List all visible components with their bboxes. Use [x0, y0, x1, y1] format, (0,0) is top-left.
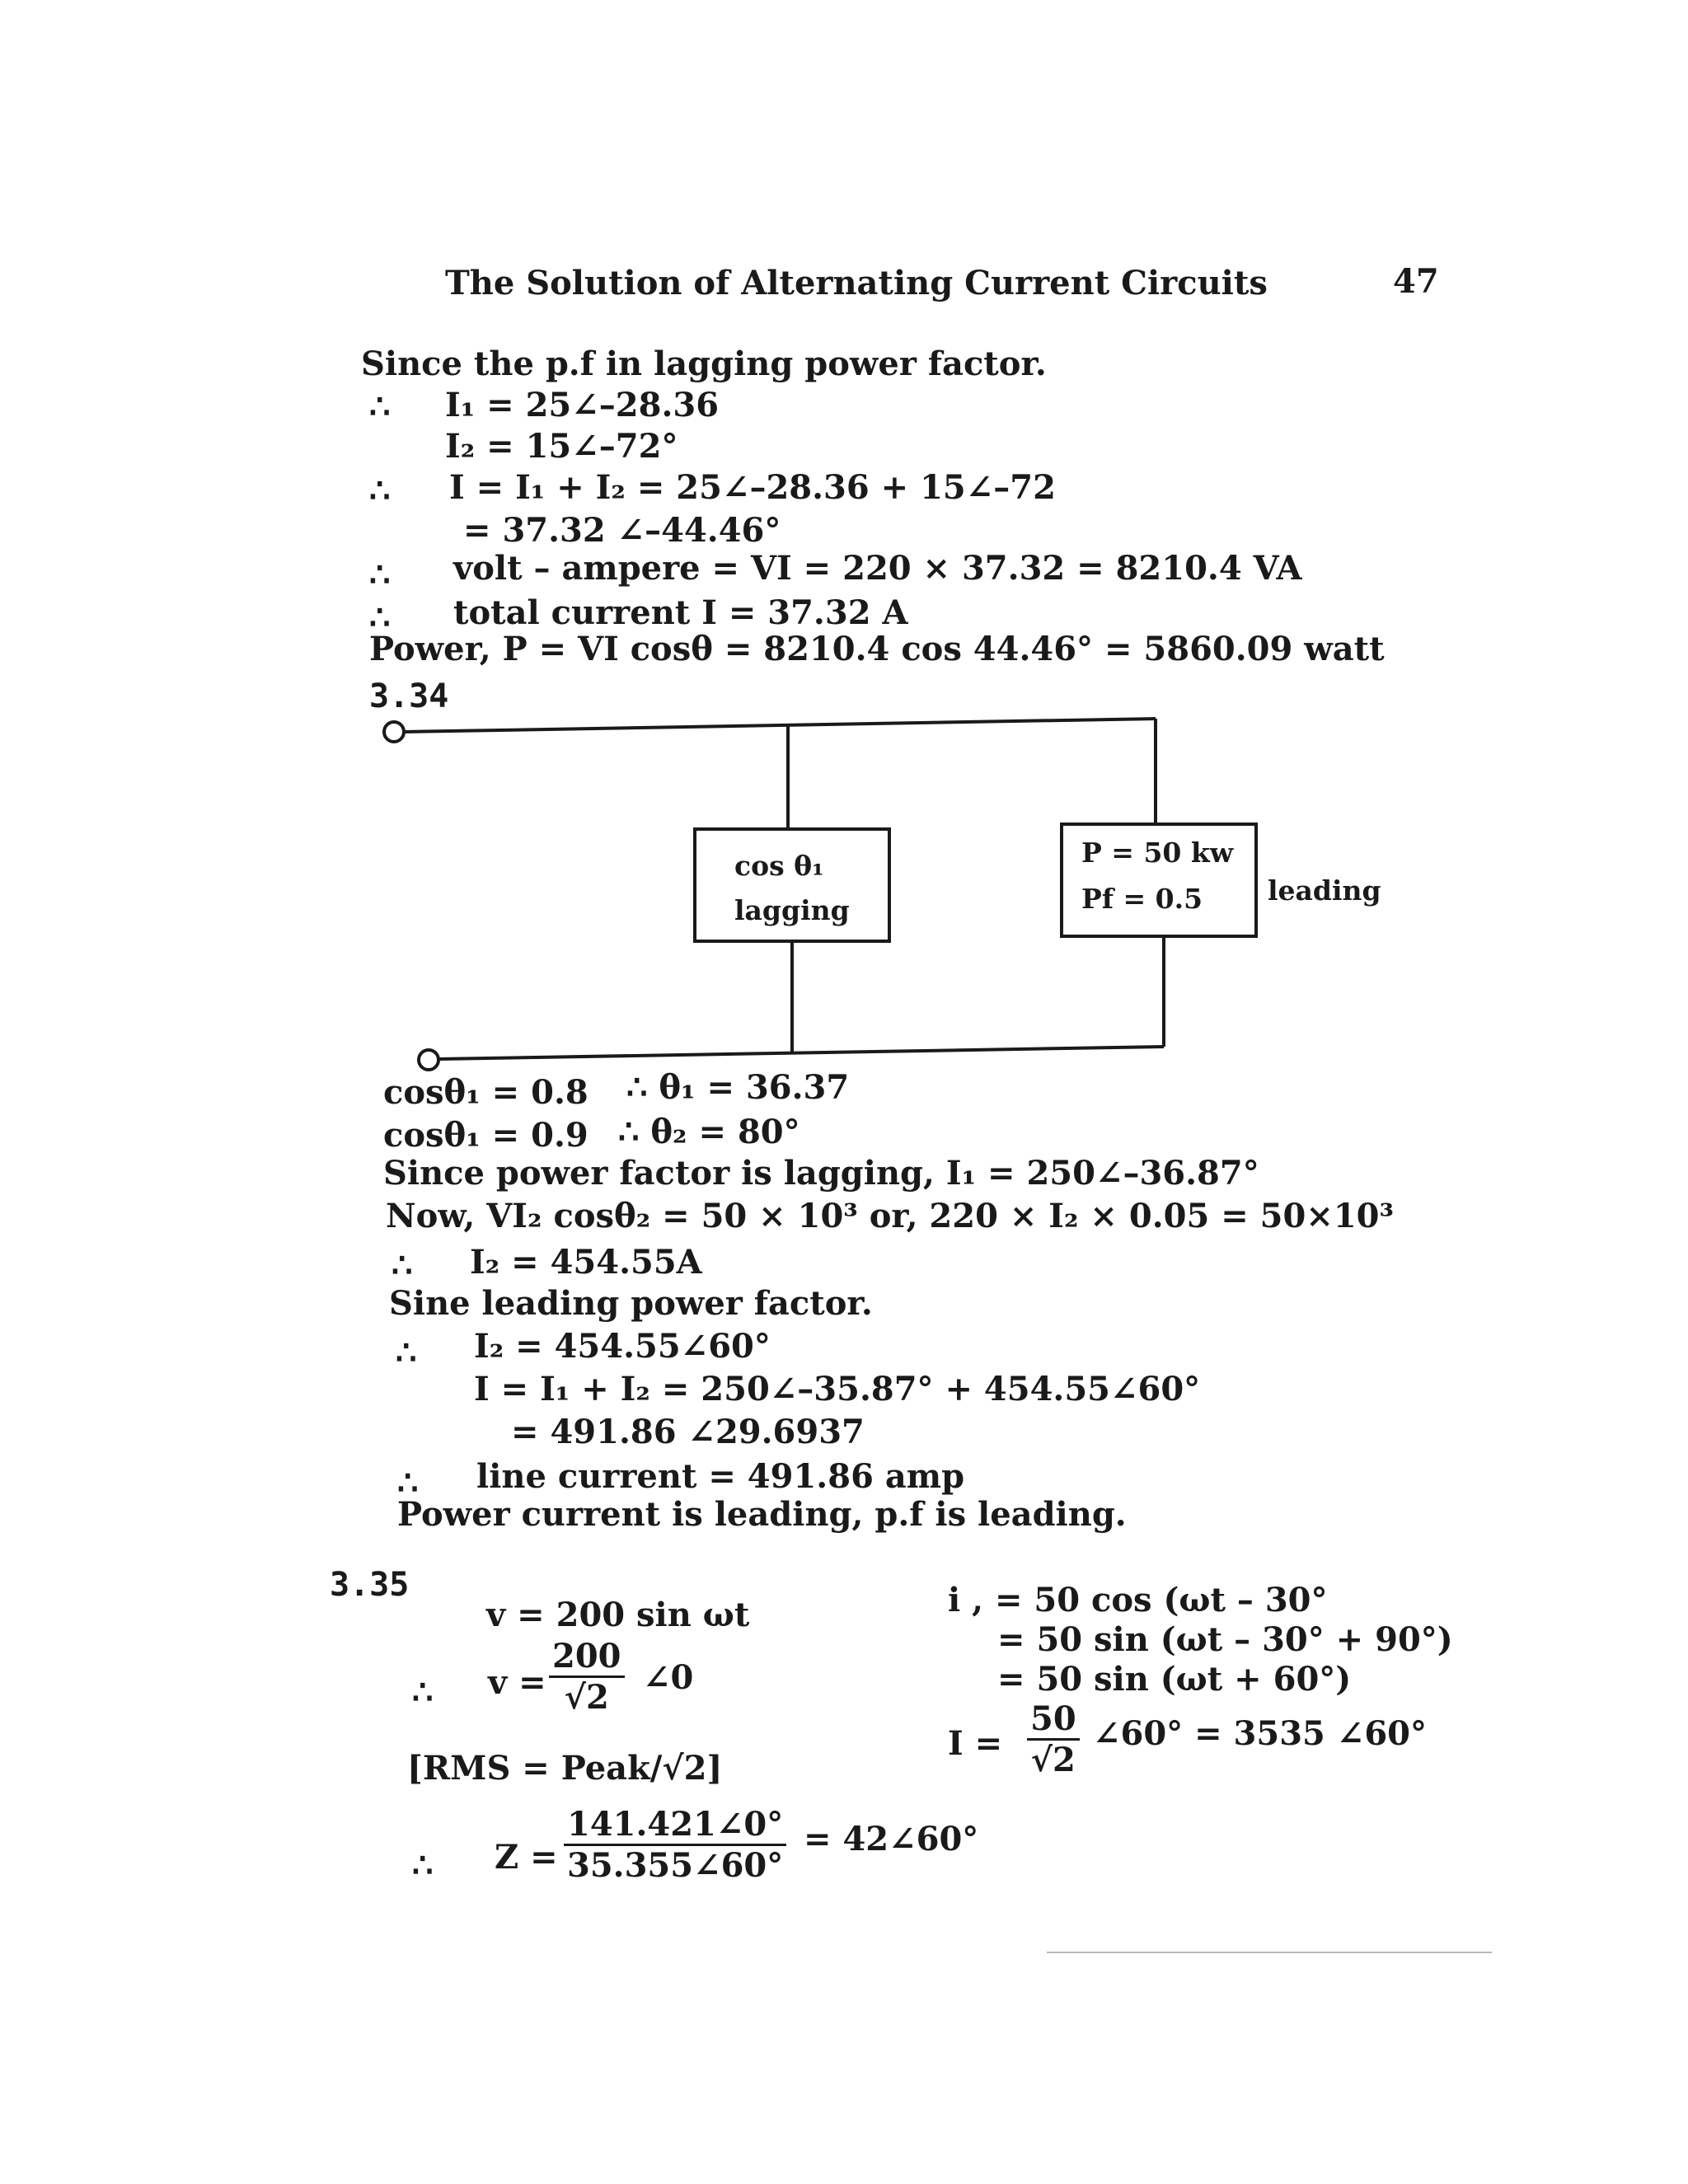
section-label-3-35: 3.35: [330, 1566, 410, 1604]
impedance-denominator: 35.355∠60°: [567, 1846, 784, 1885]
therefore-symbol: ∴: [412, 1673, 434, 1712]
power-equation-334: Now, VI₂ cosθ₂ = 50 × 10³ or, 220 × I₂ × 0.05 = 50×10³: [386, 1197, 1395, 1235]
voltage-equation: v = 200 sin ωt: [486, 1596, 750, 1634]
therefore-symbol: ∴: [369, 598, 391, 637]
current-sin-equation: = 50 sin (ωt + 60°): [997, 1660, 1352, 1699]
total-current-sum-334: I = I₁ + I₂ = 250∠–35.87° + 454.55∠60°: [474, 1370, 1201, 1408]
voltage-fraction: [549, 1637, 625, 1717]
impedance-result: = 42∠60°: [804, 1820, 979, 1858]
box2-power-label: P = 50 kw: [1081, 837, 1234, 869]
volt-ampere-equation: volt – ampere = VI = 220 × 37.32 = 8210.4 VA: [453, 549, 1302, 588]
therefore-symbol: ∴: [397, 1464, 419, 1502]
bottom-terminal: [419, 1050, 438, 1070]
lagging-current-line: Since power factor is lagging, I₁ = 250∠–36.87°: [383, 1154, 1259, 1193]
i2-magnitude-line: I₂ = 454.55A: [470, 1243, 702, 1282]
voltage-phasor-lhs: v =: [488, 1663, 546, 1702]
conclusion-line-334: Power current is leading, p.f is leading.: [397, 1495, 1127, 1534]
voltage-fraction-numerator: 200: [549, 1637, 625, 1678]
impedance-numerator: 141.421∠0°: [564, 1805, 786, 1846]
current-phasor-result: ∠60° = 3535 ∠60°: [1093, 1714, 1427, 1753]
voltage-fraction-denominator: √2: [564, 1678, 609, 1717]
line-current-line: line current = 491.86 amp: [476, 1457, 965, 1496]
therefore-symbol: ∴: [369, 387, 391, 426]
current-sum-result: = 37.32 ∠–44.46°: [463, 511, 781, 550]
therefore-symbol: ∴: [396, 1333, 417, 1372]
current-cos-equation: i , = 50 cos (ωt – 30°: [948, 1581, 1328, 1619]
therefore-symbol: ∴: [392, 1246, 413, 1285]
current-fraction-denominator: √2: [1030, 1741, 1076, 1779]
current-sum-equation: I = I₁ + I₂ = 25∠–28.36 + 15∠–72: [449, 468, 1056, 507]
i2-phasor-line: I₂ = 454.55∠60°: [474, 1327, 771, 1366]
top-wire: [404, 719, 1156, 732]
top-terminal: [384, 722, 404, 742]
total-current-result-334: = 491.86 ∠29.6937: [511, 1413, 865, 1451]
bottom-wire: [438, 1047, 1164, 1059]
bottom-divider: [1047, 1952, 1492, 1953]
cos-theta2-line: cosθ₁ = 0.9: [383, 1116, 588, 1155]
theta1-result: ∴ θ₁ = 36.37: [626, 1068, 850, 1107]
cos-theta1-line: cosθ₁ = 0.8: [383, 1073, 588, 1112]
impedance-fraction: [564, 1805, 786, 1885]
rms-note: [RMS = Peak/√2]: [407, 1749, 723, 1788]
power-equation: Power, P = VI cosθ = 8210.4 cos 44.46° = 5860.09 watt: [369, 630, 1385, 668]
therefore-symbol: ∴: [369, 471, 391, 510]
impedance-lhs: Z =: [495, 1838, 558, 1877]
running-header-title: The Solution of Alternating Current Circuits: [445, 264, 1268, 302]
current-sin-shift-equation: = 50 sin (ωt – 30° + 90°): [997, 1620, 1453, 1659]
voltage-angle: ∠0: [643, 1658, 694, 1697]
current-phasor-lhs: I =: [948, 1724, 1003, 1763]
box1-lagging-label: lagging: [734, 894, 850, 926]
box2-pf-label: Pf = 0.5: [1081, 883, 1203, 915]
intro-line: Since the p.f in lagging power factor.: [361, 344, 1047, 383]
leading-label: leading: [1268, 874, 1381, 907]
i1-equation: I₁ = 25∠–28.36: [445, 386, 720, 424]
theta2-result: ∴ θ₂ = 80°: [618, 1113, 800, 1151]
section-label-3-34: 3.34: [369, 677, 449, 715]
therefore-symbol: ∴: [412, 1846, 434, 1885]
current-fraction-numerator: 50: [1027, 1699, 1080, 1741]
i2-equation: I₂ = 15∠–72°: [445, 427, 678, 466]
total-current-line: total current I = 37.32 A: [453, 593, 908, 632]
current-fraction: [1027, 1699, 1080, 1779]
therefore-symbol: ∴: [369, 555, 391, 594]
box1-cos-label: cos θ₁: [734, 850, 824, 882]
leading-pf-line: Sine leading power factor.: [389, 1284, 873, 1323]
page-number: 47: [1393, 262, 1439, 301]
